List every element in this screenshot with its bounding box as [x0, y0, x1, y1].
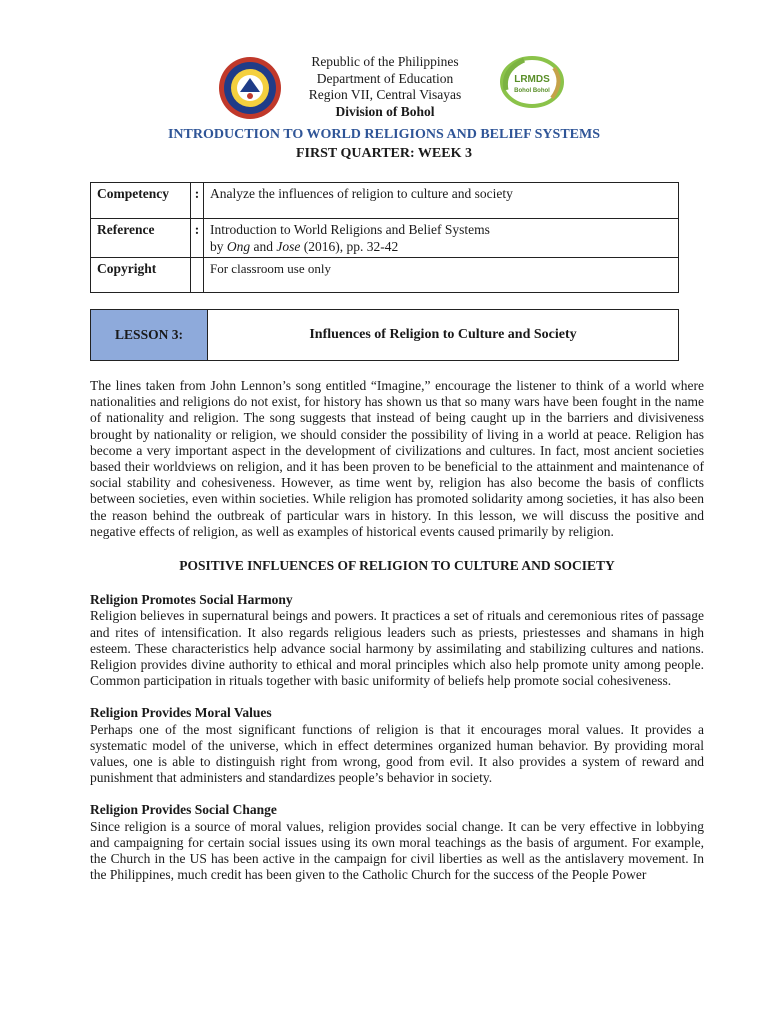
subsection-body-moral-values: Perhaps one of the most significant functions of religion is that it encourages moral values. It provides a systematic model of the universe, which in effect determines organized human behavior. By providing moral values, one is able to distinguish right from wrong, good from evil. It also provides a system of reward and punishment that administers and standardizes people’s behavior in society.	[90, 721, 704, 786]
subsection-body-social-harmony: Religion believes in supernatural beings and powers. It practices a set of rituals and ceremonious rites of passage and rites of intensification. It also regards religious leaders such as priests, priestesses and shamans in high esteem. These characteristics help advance social harmony by assimilating and stabilizing cultures and nations. Religion provides divine authority to ethical and moral principles which also help promote unity among people. Common participation in rituals together with basic uniformity of beliefs help promote social cohesiveness.	[90, 608, 704, 689]
subsection-heading-social-harmony: Religion Promotes Social Harmony	[90, 592, 293, 608]
header-republic: Republic of the Philippines	[311, 54, 459, 69]
header-region: Region VII, Central Visayas	[308, 87, 462, 102]
subject-title: INTRODUCTION TO WORLD RELIGIONS AND BELIEF SYSTEMS	[167, 127, 601, 142]
reference-author-jose: Jose	[276, 239, 301, 254]
reference-and: and	[250, 239, 277, 254]
reference-label: Reference	[91, 219, 191, 258]
reference-author-ong: Ong	[226, 239, 251, 254]
reference-pages: (2016), pp. 32-42	[300, 239, 399, 254]
lrmds-logo-text: LRMDS	[514, 74, 550, 85]
subsection-heading-moral-values: Religion Provides Moral Values	[90, 705, 272, 721]
intro-paragraph: The lines taken from John Lennon’s song entitled “Imagine,” encourage the listener to think of a world where nationalities and religions do not exist, for history has shown us that so many wars have been fought in the name of nationality and religion. The song suggests that instead of being caught up in the barriers and divisiveness brought by nationality or religion, we should consider the possibility of living in a world at peace. Religion has become a very important aspect in the development of civilizations and cultures. In fact, most ancient societies based their worldviews on religion, and it has been proven to be beneficial to the attainment and maintenance of social stability and cohesiveness. However, as time went by, religion has also become the basis of conflicts between societies, even within societies. While religion has promoted solidarity among societies, it has also been the reason behind the outbreak of particular wars in history. In this lesson, we will discuss the positive and negative effects of religion, as well as examples of historical events caused primarily by religion.	[90, 378, 704, 539]
quarter-title: FIRST QUARTER: WEEK 3	[296, 146, 472, 161]
lesson-label: LESSON 3:	[91, 310, 208, 360]
lesson-box	[90, 309, 679, 361]
reference-value	[204, 219, 679, 258]
document-header	[0, 52, 768, 122]
header-text	[240, 54, 530, 120]
competency-label: Competency	[91, 183, 191, 219]
competency-value: Analyze the influences of religion to culture and society	[204, 183, 679, 219]
reference-by: by	[210, 239, 227, 254]
lesson-info-table	[90, 182, 679, 293]
subsection-heading-social-change: Religion Provides Social Change	[90, 802, 277, 818]
copyright-label: Copyright	[91, 258, 191, 293]
copyright-value: For classroom use only	[204, 258, 679, 293]
lrmds-logo-sub: Bohol Bohol	[514, 88, 550, 94]
header-department: Department of Education	[316, 70, 454, 86]
section-heading: POSITIVE INFLUENCES OF RELIGION TO CULTURE AND SOCIETY	[179, 558, 615, 574]
reference-row	[91, 219, 679, 258]
competency-row	[91, 183, 679, 219]
lesson-title: Influences of Religion to Culture and Society	[309, 327, 577, 342]
competency-colon: :	[191, 183, 204, 219]
copyright-colon	[191, 258, 204, 293]
subsection-body-social-change: Since religion is a source of moral values, religion provides social change. It can be very effective in lobbying and campaigning for certain social issues using its own moral teachings as the basis of argument. For example, the Church in the US has been active in the campaign for civil liberties as well as the antislavery movement. In the Philippines, much credit has been given to the Catholic Church for the success of the People Power	[90, 818, 704, 883]
reference-colon: :	[191, 219, 204, 258]
header-division: Division of Bohol	[335, 103, 435, 119]
copyright-row	[91, 258, 679, 293]
lrmds-logo-icon	[494, 52, 566, 110]
reference-book-title: Introduction to World Religions and Belief Systems	[210, 222, 490, 237]
lesson-content	[90, 378, 704, 883]
reference-authors	[210, 238, 672, 255]
